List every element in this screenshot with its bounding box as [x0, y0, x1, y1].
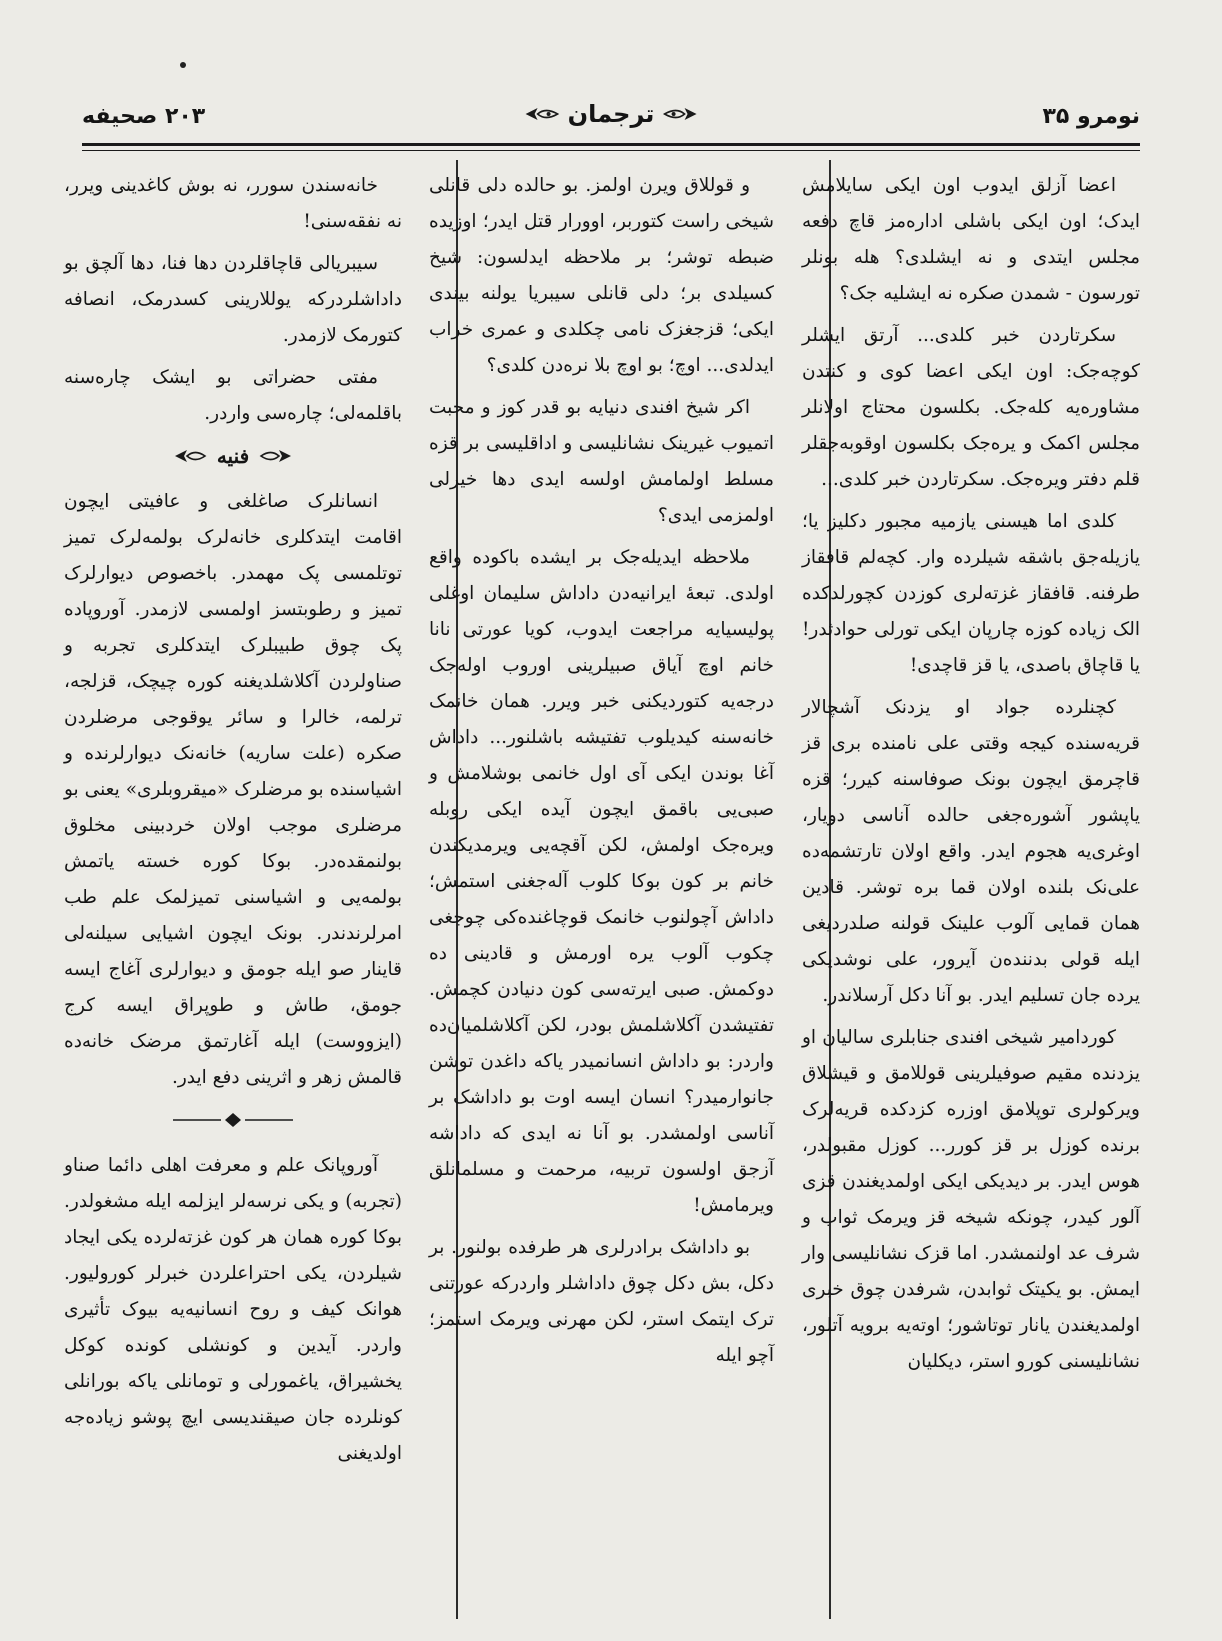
- paragraph: سیبریالی قاچاقلردن دها فنا، دها آلچق بو داداشلردرکه یوللارینی کسدرمک، انصافه کتورمک لازمدر.: [64, 253, 402, 346]
- ornament-right-icon: [662, 105, 698, 123]
- issue-number: نومرو ۳۵: [1042, 104, 1140, 129]
- masthead: [524, 100, 699, 128]
- column-middle: [429, 168, 774, 1621]
- paragraph: کچنلرده جواد او یزدنک آشچالار قریه‌سنده کیجه وقتی علی نامنده بری قز قاچرمق ایچون بونک صوفاسنه کیرر؛ قزه یاپشور آشوره‌جغی حالده آناسی دویار، اوغری‌یه هجوم ایدر. واقع اولان تارتشمه‌ده علی‌نک بلنده اولان قما بره توشر. قادین همان قمایی آلوب علینک قولنه صلدردیغی ایله قولی بدننده‌ن آیرور، علی نوشدیکی یرده جان تسلیم ایدر. بو آنا دکل آرسلاندر.: [802, 697, 1140, 1006]
- paragraph: کلدی اما هیسنی یازمیه مجبور دکلیز یا؛ یازیله‌جق باشقه شیلرده وار. کچه‌لم قافقاز طرفنه. قافقاز غزته‌لری کوزدن کچورلدکده الک زیاده کوزه چارپان ایکی تورلی حوادثدر! یا قاچاق باصدی، یا قز قاچدی!: [802, 511, 1140, 676]
- masthead-title: ترجمان: [567, 100, 655, 128]
- column-left: [64, 168, 402, 1621]
- paragraph: و قوللاق ویرن اولمز. بو حالده دلی قانلی شیخی راست کتوربر، اوورار قتل ایدر؛ اوزیده ضبطه توشر؛ بر ملاحظه ایدلسون: شیخ کسیلدی بر؛ دلی قانلی سیبریا یولنه بیندی ایکی؛ قزجغزک نامی چکلدی و عمری خراب ایدلدی... اوچ؛ بو اوچ بلا نره‌دن کلدی؟: [429, 175, 774, 376]
- page-number: ۲۰۳ صحیفه: [82, 104, 206, 129]
- page-header: [82, 100, 1140, 140]
- paragraph: کوردامیر شیخی افندی جنابلری سالیان او یزدنده مقیم صوفیلرینی قوللامق و قیشلاق ویرکولری توپلامق اوزره کزدکده قریه‌لرک برنده کوزل بر قز کورر... کوزل مقبولدر، هوس ایدر. بر دیدیکی ایکی اولمدیغندن قزی آلور کیدر، چونکه شیخه قز ویرمک ثواب و شرف عد اولنمشدر. اما قزک نشانلیسی وار ایمش. بو یکیتک ثوابدن، شرفدن چوق خبری اولمدیغندن یانار توتاشور؛ اوته‌یه برویه آتلور، نشانلیسنی کورو استر، دیکلیان: [802, 1027, 1140, 1372]
- section-heading: [64, 438, 402, 474]
- header-rule-thick: [82, 143, 1140, 146]
- divider-ornament-icon: [173, 1113, 293, 1127]
- section-title: فنیه: [216, 444, 250, 468]
- ornament-left-icon: [524, 105, 560, 123]
- header-rule-thin: [82, 150, 1140, 151]
- ornament-icon: [259, 447, 293, 465]
- ink-dot: [180, 62, 186, 68]
- column-right: [802, 168, 1140, 1621]
- paragraph: انسانلرک صاغلغی و عافیتی ایچون اقامت ایتدکلری خانه‌لرک بولمه‌لرک تمیز توتلمسی پک مهمدر. باخصوص دیوارلرک تمیز و رطوبتسز اولمسی لازمدر. آوروپاده پک چوق طبیبلرک ایتدکلری تجربه و صناولردن آکلاشلدیغنه کوره چیچک، قزلجه، ترلمه، خالرا و سائر یوقوجی مرضلردن صکره (علت ساریه) خانه‌نک دیوارلرنده و اشیاسنده بو مرضلرک «میقروبلری» یعنی بو مرضلری موجب اولان خردبینی مخلوق بولنمقده‌در. بوکا کوره خسته یاتمش بولمه‌یی و اشیاسنی تمیزلمک علم طب امرلرندندر. بونک ایچون اشیایی سیلنه‌لی قاینار صو ایله جومق و دیوارلری آغاج ایسه جومق، طاش و طوپراق ایسه کرج (ایزووست) ایله آغارتمق مرضک خانه‌ده قالمش زهر و اثرینی دفع ایدر.: [64, 491, 402, 1088]
- paragraph: آوروپانک علم و معرفت اهلی دائما صناو (تجربه) و یکی نرسه‌لر ایزلمه ایله مشغولدر. بوکا کوره همان هر کون غزته‌لرده یکی ایجاد شیلردن، یکی احتراعلردن خبرلر کورولیور. هوانک کیف و روح انسانیه‌یه بیوک تأثیری واردر. آیدین و کونشلی کونده کوکل یخشیراق، یاغمورلی و تومانلی یاکه بورانلی کونلرده جان صیقندیسی ایچ پوشو زیاده‌جه اولدیغنی: [64, 1155, 402, 1464]
- paragraph: سکرتاردن خبر کلدی... آرتق ایشلر کوچه‌جک: اون ایکی اعضا کوی و کنتدن مشاوره‌یه کله‌جک. بکلسون محتاج اولانلر مجلس اکمک و یره‌جک بکلسون اوقوبه‌جقلر قلم دفتر ویره‌جک. سکرتاردن خبر کلدی...: [802, 325, 1140, 490]
- paragraph: اکر شیخ افندی دنیایه بو قدر کوز و محبت اتمیوب غیرینک نشانلیسی و اداقلیسی بر قزه مسلط اولمامش اولسه ایدی دها خیرلی اولمزمی ایدی؟: [429, 397, 774, 526]
- ornament-icon: [173, 447, 207, 465]
- paragraph: ملاحظه ایدیله‌جک بر ایشده باکوده واقع اولدی. تبعهٔ ایرانیه‌دن داداش سلیمان اوغلی پولیسیایه مراجعت ایدوب، کویا عورتی نانا خانم اوچ آیاق صبیلرینی اوروب اوله‌جک درجه‌یه کتوردیکنی خبر ویرر. همان خانمک خانه‌سنه کیدیلوب تفتیشه باشلنور... داداش آغا بوندن ایکی آی اول خانمی بوشلامش و صبی‌یی باقمق ایچون آیده ایکی روبله ویره‌جک اولمش، لکن آقچه‌یی ویرمدیکندن خانم بر کون بوکا کلوب آله‌جغنی استمش؛ داداش آچولنوب خانمک قوچاغنده‌کی چوجغی چکوب آلوب یره اورمش و قادینی ده دوکمش. صبی ایرته‌سی کون دنیادن کچمش. تفتیشدن آکلاشلمش بودر، لکن آکلاشلمیان‌ده واردر: بو داداش انسانمیدر یاکه داغدن توشن جانوارمیدر؟ انسان ایسه اوت بو داداشک بر آناسی اولمشدر. بو آنا نه ایدی که داداشه آزجق اولسون تربیه، مرحمت و مسلمانلق ویرمامش!: [429, 547, 774, 1216]
- section-divider: [64, 1104, 402, 1140]
- paragraph: خانه‌سندن سورر، نه بوش کاغدینی ویرر، نه نفقه‌سنی!: [64, 175, 402, 232]
- paragraph: بو داداشک برادرلری هر طرفده بولنور. بر دکل، بش دکل چوق داداشلر واردرکه عورتنی ترک ایتمک استر، لکن مهرنی ویرمک استمز؛ آچو ایله: [429, 1237, 774, 1366]
- paragraph: مفتی حضراتی بو ایشک چاره‌سنه باقلمه‌لی؛ چاره‌سی واردر.: [64, 367, 402, 424]
- paragraph: اعضا آزلق ایدوب اون ایکی سایلامش ایدک؛ اون ایکی باشلی اداره‌مز قاچ دفعه مجلس ایتدی و نه ایشلدی؟ هله بونلر تورسون - شمدن صکره نه ایشلیه جک؟: [802, 175, 1140, 304]
